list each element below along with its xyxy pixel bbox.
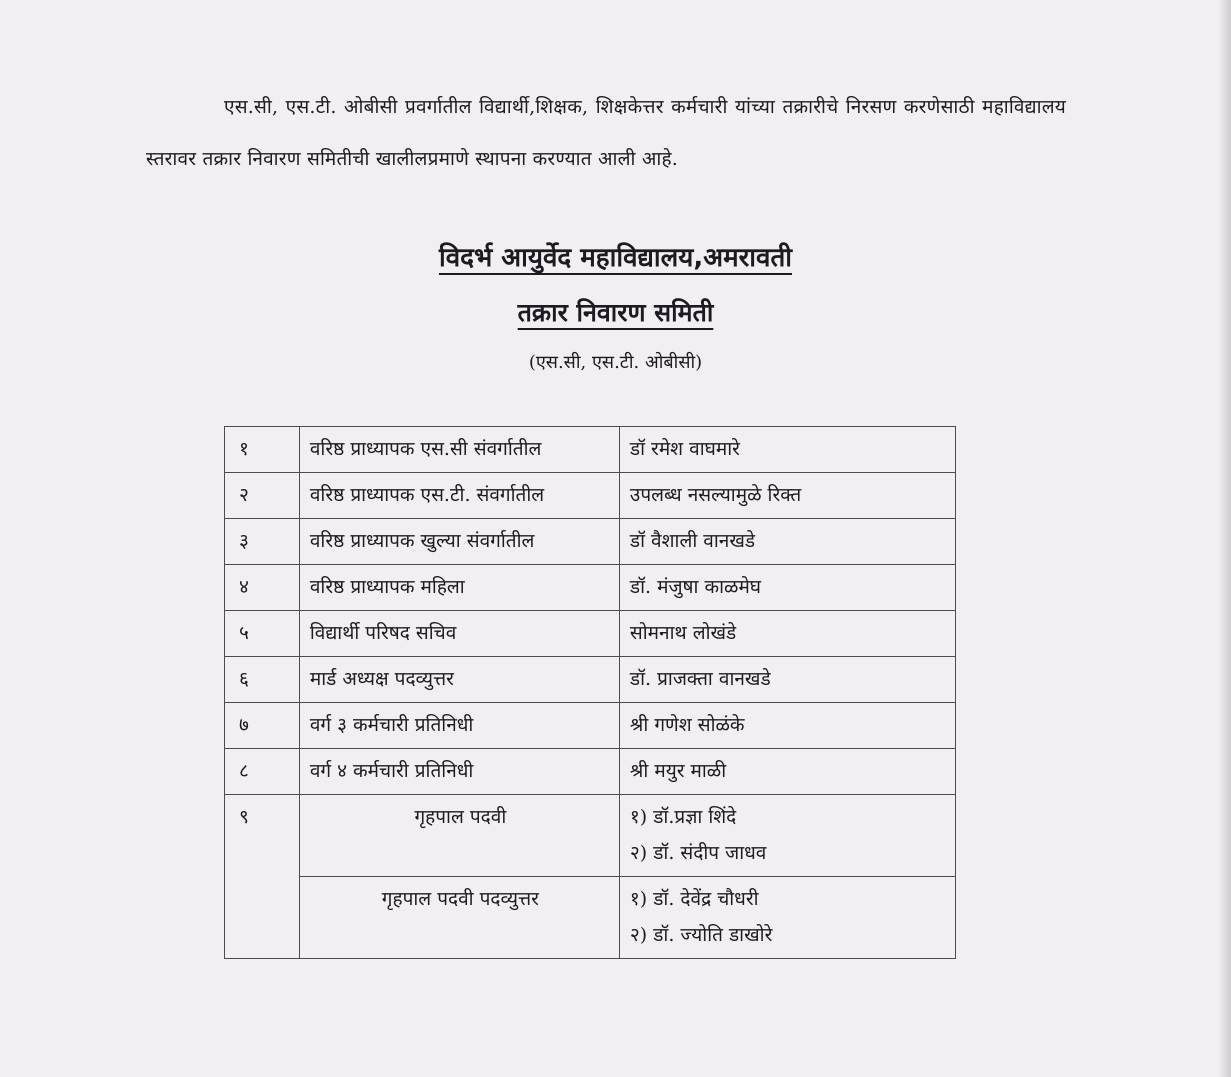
- row-number: ८: [225, 749, 300, 795]
- row-number: १: [225, 427, 300, 473]
- committee-heading: [0, 295, 1231, 329]
- member-cell: [619, 795, 955, 877]
- member-name: १) डॉ.प्रज्ञा शिंदे: [629, 806, 737, 828]
- member-cell: [619, 427, 955, 473]
- table-row: [225, 427, 956, 473]
- member-cell: [619, 749, 955, 795]
- member-name: श्री मयुर माळी: [629, 760, 727, 782]
- member-name: १) डॉ. देवेंद्र चौधरी: [629, 888, 759, 910]
- member-cell: [619, 877, 955, 959]
- intro-paragraph: एस.सी, एस.टी. ओबीसी प्रवर्गातील विद्यार्थी,शिक्षक, शिक्षकेत्तर कर्मचारी यांच्या तक्रारीचे निरसण करणेसाठी महाविद्यालय स्तरावर तक्रार निवारण समितीची खालीलप्रमाणे स्थापना करण्यात आली आहे.: [146, 96, 1066, 170]
- committee-name: तक्रार निवारण समिती: [517, 298, 714, 327]
- college-name: विदर्भ आयुर्वेद महाविद्यालय,अमरावती: [438, 243, 793, 273]
- member-name: डॉ. प्राजक्ता वानखडे: [629, 668, 771, 690]
- member-name: डॉ वैशाली वानखडे: [629, 530, 756, 552]
- table-row: [225, 657, 956, 703]
- role-cell: वरिष्ठ प्राध्यापक एस.टी. संवर्गातील: [299, 473, 619, 519]
- role-cell: वरिष्ठ प्राध्यापक महिला: [299, 565, 619, 611]
- member-cell: [619, 657, 955, 703]
- table-row: [225, 519, 956, 565]
- role-cell: विद्यार्थी परिषद सचिव: [299, 611, 619, 657]
- row-number: ४: [225, 565, 300, 611]
- member-cell: [619, 565, 955, 611]
- table-row: [225, 795, 956, 877]
- member-cell: [619, 703, 955, 749]
- member-cell: [619, 473, 955, 519]
- role-cell: वर्ग ३ कर्मचारी प्रतिनिधी: [299, 703, 619, 749]
- member-name: २) डॉ. ज्योति डाखोरे: [629, 924, 773, 946]
- table-row: [225, 703, 956, 749]
- table-row: [225, 749, 956, 795]
- committee-table: [224, 426, 956, 959]
- member-name: डॉ रमेश वाघमारे: [629, 438, 740, 460]
- role-cell: गृहपाल पदवी पदव्युत्तर: [299, 877, 619, 959]
- member-name: २) डॉ. संदीप जाधव: [629, 842, 767, 864]
- member-name: उपलब्ध नसल्यामुळे रिक्त: [629, 484, 802, 506]
- row-number: ७: [225, 703, 300, 749]
- row-number: २: [225, 473, 300, 519]
- role-cell: वरिष्ठ प्राध्यापक खुल्या संवर्गातील: [299, 519, 619, 565]
- member-name: डॉ. मंजुषा काळमेघ: [629, 576, 762, 598]
- row-number: ६: [225, 657, 300, 703]
- categories-subheading: (एस.सी, एस.टी. ओबीसी): [528, 352, 703, 373]
- member-name: सोमनाथ लोखंडे: [629, 622, 737, 644]
- role-cell: मार्ड अध्यक्ष पदव्युत्तर: [299, 657, 619, 703]
- table-row: [225, 877, 956, 959]
- member-name: श्री गणेश सोळंके: [629, 714, 745, 736]
- row-number: ५: [225, 611, 300, 657]
- table-row: [225, 611, 956, 657]
- member-cell: [619, 611, 955, 657]
- member-cell: [619, 519, 955, 565]
- college-heading: [0, 238, 1231, 274]
- row-number: ९: [225, 795, 300, 959]
- role-cell: वर्ग ४ कर्मचारी प्रतिनिधी: [299, 749, 619, 795]
- table-row: [225, 473, 956, 519]
- table-row: [225, 565, 956, 611]
- role-cell: वरिष्ठ प्राध्यापक एस.सी संवर्गातील: [299, 427, 619, 473]
- row-number: ३: [225, 519, 300, 565]
- role-cell: गृहपाल पदवी: [299, 795, 619, 877]
- page-edge-shadow: [1218, 0, 1231, 1077]
